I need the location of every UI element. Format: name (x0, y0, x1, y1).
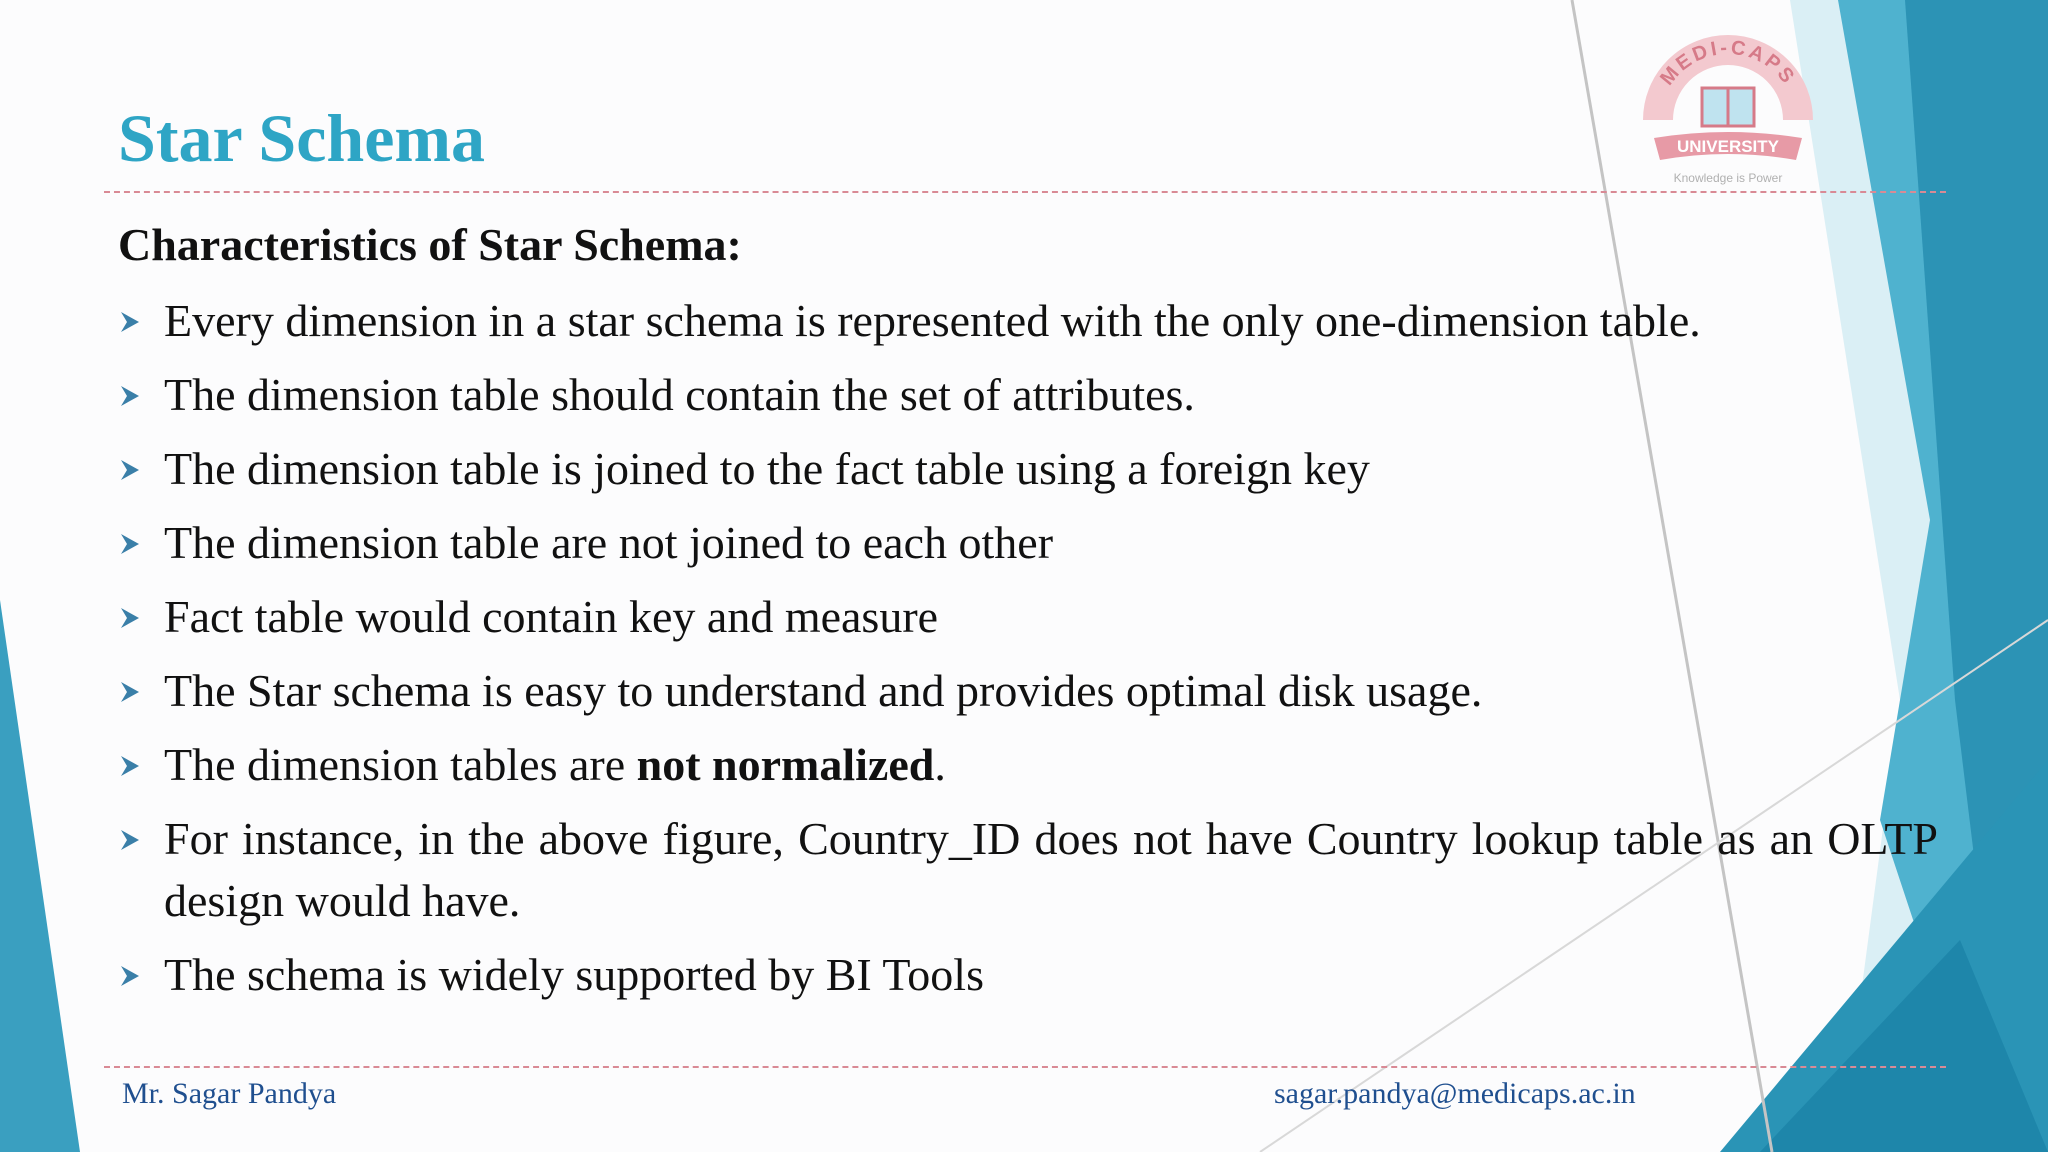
slide-body (118, 216, 1938, 1018)
arrowhead-bullet-icon (120, 607, 140, 629)
arrowhead-bullet-icon (120, 755, 140, 777)
arrowhead-bullet-icon (120, 533, 140, 555)
arrowhead-bullet-icon (120, 385, 140, 407)
bullet-text: For instance, in the above figure, Country_ID does not have Country lookup table as an OLTP design would have. (164, 813, 1938, 926)
footer-author: Mr. Sagar Pandya (122, 1077, 337, 1110)
university-logo (1618, 30, 1838, 190)
slide-title: Star Schema (118, 100, 486, 176)
bullet-item (118, 586, 1938, 648)
bullet-item (118, 944, 1938, 1006)
subheading: Characteristics of Star Schema: (118, 219, 742, 270)
logo-tagline: Knowledge is Power (1673, 171, 1783, 185)
footer-email: sagar.pandya@medicaps.ac.in (1274, 1077, 1636, 1110)
logo-top-text: MEDI-CAPS (1656, 36, 1800, 90)
arrowhead-bullet-icon (120, 311, 140, 333)
arrowhead-bullet-icon (120, 681, 140, 703)
bullet-item (118, 290, 1938, 352)
bullet-text-emphasis: not normalized (636, 739, 935, 790)
arrowhead-bullet-icon (120, 829, 140, 851)
bullet-text: The dimension table should contain the set of attributes. (164, 369, 1195, 420)
bottom-divider (104, 1066, 1946, 1068)
bullet-item (118, 438, 1938, 500)
bullet-text-prefix: The dimension tables are (164, 739, 637, 790)
bullet-text: Fact table would contain key and measure (164, 591, 939, 642)
bullet-list (118, 290, 1938, 1006)
bullet-item (118, 808, 1938, 932)
top-divider (104, 191, 1946, 193)
bullet-item (118, 734, 1938, 796)
logo-banner-text: UNIVERSITY (1676, 137, 1780, 156)
bullet-text-suffix: . (934, 739, 946, 790)
arrowhead-bullet-icon (120, 459, 140, 481)
arrowhead-bullet-icon (120, 965, 140, 987)
bullet-item (118, 660, 1938, 722)
left-teal-shard (0, 600, 80, 1152)
bullet-item (118, 512, 1938, 574)
bullet-text: The Star schema is easy to understand and provides optimal disk usage. (164, 665, 1483, 716)
bullet-text: Every dimension in a star schema is represented with the only one-dimension table. (164, 295, 1701, 346)
bullet-text: The dimension table is joined to the fact table using a foreign key (164, 443, 1370, 494)
bullet-item (118, 364, 1938, 426)
bullet-text: The dimension table are not joined to each other (164, 517, 1054, 568)
bullet-text: The schema is widely supported by BI Tools (164, 949, 984, 1000)
